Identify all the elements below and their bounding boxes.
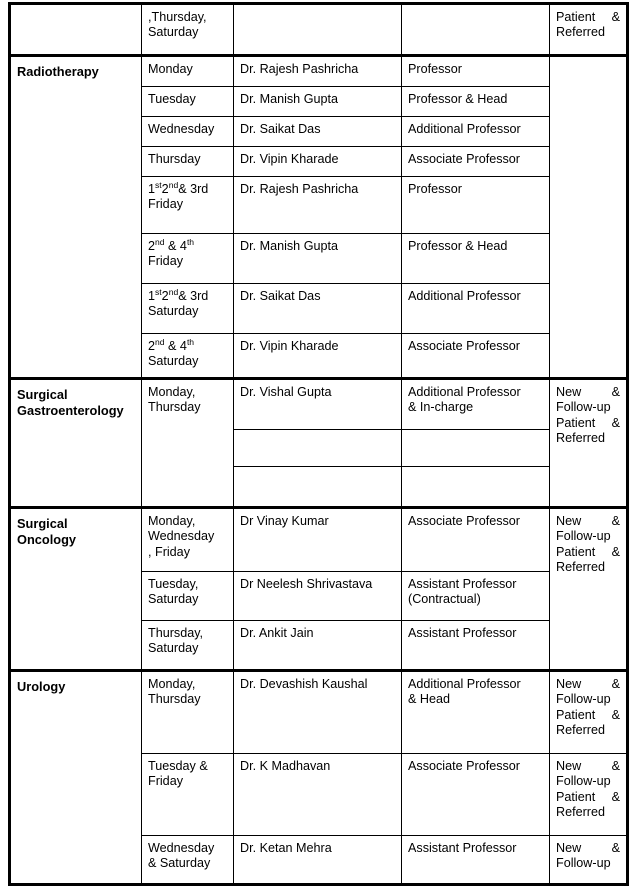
days-label: Tuesday & Friday bbox=[148, 759, 208, 789]
cell-patient-type bbox=[550, 671, 628, 754]
cell-designation: Assistant Professor bbox=[402, 621, 550, 671]
days-label: Monday, Wednesday , Friday bbox=[148, 514, 215, 559]
cell-department-continued bbox=[10, 4, 142, 56]
cell-doctor: Dr Neelesh Shrivastava bbox=[234, 572, 402, 621]
cell-designation: Associate Professor bbox=[402, 754, 550, 836]
patient-type-label: New & Follow-up bbox=[556, 841, 620, 871]
cell-days bbox=[142, 621, 234, 671]
department-label: Urology bbox=[17, 679, 66, 694]
cell-designation: Professor bbox=[402, 56, 550, 87]
cell-doctor: Dr. Saikat Das bbox=[234, 117, 402, 147]
cell-patient-type bbox=[550, 836, 628, 885]
cell-doctor: Dr. Rajesh Pashricha bbox=[234, 56, 402, 87]
days-tail: & 3rd Saturday bbox=[148, 289, 209, 319]
designation-label: Additional Professor & Head bbox=[408, 677, 521, 707]
cell-designation: Associate Professor bbox=[402, 508, 550, 572]
cell-doctor: Dr. Rajesh Pashricha bbox=[234, 177, 402, 234]
days-label: Tuesday, Saturday bbox=[148, 577, 199, 607]
days-label: ,Thursday, Saturday bbox=[148, 10, 207, 40]
department-label: Surgical Gastroenterology bbox=[17, 387, 124, 418]
cell-patient-type-continued bbox=[550, 4, 628, 56]
ordinal-suffix: nd bbox=[155, 336, 165, 347]
cell-department-surgical-gastroenterology bbox=[10, 379, 142, 508]
table-row bbox=[10, 671, 628, 754]
cell-days: Tuesday bbox=[142, 87, 234, 117]
cell-doctor: Dr. Ankit Jain bbox=[234, 621, 402, 671]
cell-days bbox=[142, 836, 234, 885]
days-label: Wednesday & Saturday bbox=[148, 841, 215, 871]
cell-doctor: Dr. Manish Gupta bbox=[234, 234, 402, 284]
cell-doctor-continued bbox=[234, 4, 402, 56]
cell-days bbox=[142, 508, 234, 572]
cell-department-surgical-oncology bbox=[10, 508, 142, 671]
cell-days bbox=[142, 284, 234, 334]
cell-doctor: Dr. Saikat Das bbox=[234, 284, 402, 334]
opd-schedule-table bbox=[8, 2, 629, 886]
cell-days bbox=[142, 234, 234, 284]
cell-department-radiotherapy bbox=[10, 56, 142, 379]
cell-doctor: Dr. Manish Gupta bbox=[234, 87, 402, 117]
ordinal-suffix: st bbox=[155, 179, 162, 190]
cell-patient-type-surgical-gastroenterology bbox=[550, 379, 628, 508]
cell-designation-continued bbox=[402, 4, 550, 56]
cell-days: Wednesday bbox=[142, 117, 234, 147]
cell-doctor: Dr Vinay Kumar bbox=[234, 508, 402, 572]
cell-designation: Associate Professor bbox=[402, 147, 550, 177]
cell-designation: Associate Professor bbox=[402, 334, 550, 379]
cell-days: Monday bbox=[142, 56, 234, 87]
cell-designation: Professor bbox=[402, 177, 550, 234]
cell-days bbox=[142, 671, 234, 754]
designation-label: Assistant Professor (Contractual) bbox=[408, 577, 517, 607]
cell-doctor: Dr. Devashish Kaushal bbox=[234, 671, 402, 754]
cell-designation: Assistant Professor bbox=[402, 836, 550, 885]
days-label: 1st2nd& 3rd Friday bbox=[148, 179, 209, 212]
cell-designation-empty bbox=[402, 430, 550, 467]
ordinal-suffix: nd bbox=[155, 236, 165, 247]
cell-patient-type-radiotherapy bbox=[550, 56, 628, 379]
patient-type-label: New & Follow-up Patient & Referred bbox=[556, 759, 620, 820]
department-label: Radiotherapy bbox=[17, 64, 99, 79]
cell-days bbox=[142, 379, 234, 508]
patient-type-label: New & Follow-up Patient & Referred bbox=[556, 385, 620, 446]
cell-designation: Professor & Head bbox=[402, 234, 550, 284]
cell-days: Thursday bbox=[142, 147, 234, 177]
department-label: Surgical Oncology bbox=[17, 516, 77, 547]
ordinal-suffix: th bbox=[186, 336, 195, 347]
cell-patient-type-surgical-oncology bbox=[550, 508, 628, 671]
designation-label: Additional Professor & In-charge bbox=[408, 385, 521, 415]
cell-doctor: Dr. K Madhavan bbox=[234, 754, 402, 836]
ordinal-suffix: st bbox=[155, 286, 162, 297]
table-row bbox=[10, 379, 628, 430]
cell-designation: Additional Professor bbox=[402, 284, 550, 334]
patient-type-label: Patient & Referred bbox=[556, 10, 620, 40]
patient-type-label: New & Follow-up Patient & Referred bbox=[556, 514, 620, 575]
days-label: 2nd & 4th Friday bbox=[148, 236, 195, 269]
cell-department-urology bbox=[10, 671, 142, 885]
cell-doctor: Dr. Vishal Gupta bbox=[234, 379, 402, 430]
cell-doctor: Dr. Vipin Kharade bbox=[234, 147, 402, 177]
days-label: 2nd & 4th Saturday bbox=[148, 336, 199, 368]
cell-designation: Professor & Head bbox=[402, 87, 550, 117]
cell-designation-empty bbox=[402, 467, 550, 508]
days-label: Thursday, Saturday bbox=[148, 626, 204, 656]
cell-days bbox=[142, 572, 234, 621]
cell-doctor-empty bbox=[234, 467, 402, 508]
days-label: 1st2nd& 3rd Saturday bbox=[148, 286, 209, 319]
days-tail: Saturday bbox=[148, 354, 199, 368]
table-row bbox=[10, 56, 628, 87]
cell-patient-type bbox=[550, 754, 628, 836]
cell-doctor: Dr. Ketan Mehra bbox=[234, 836, 402, 885]
cell-designation bbox=[402, 572, 550, 621]
cell-days bbox=[142, 334, 234, 379]
ordinal-suffix: nd bbox=[168, 286, 179, 297]
days-label: Monday, Thursday bbox=[148, 385, 201, 415]
ordinal-suffix: nd bbox=[168, 179, 179, 190]
cell-designation bbox=[402, 379, 550, 430]
days-label: Monday, Thursday bbox=[148, 677, 201, 707]
days-tail: Friday bbox=[148, 254, 183, 269]
cell-doctor: Dr. Vipin Kharade bbox=[234, 334, 402, 379]
cell-days bbox=[142, 754, 234, 836]
cell-designation bbox=[402, 671, 550, 754]
cell-designation: Additional Professor bbox=[402, 117, 550, 147]
patient-type-label: New & Follow-up Patient & Referred bbox=[556, 677, 620, 738]
days-tail: & 3rd Friday bbox=[148, 182, 209, 212]
cell-doctor-empty bbox=[234, 430, 402, 467]
cell-days bbox=[142, 177, 234, 234]
ordinal-suffix: th bbox=[186, 236, 195, 247]
table-row bbox=[10, 4, 628, 56]
cell-days-continued bbox=[142, 4, 234, 56]
table-row bbox=[10, 508, 628, 572]
